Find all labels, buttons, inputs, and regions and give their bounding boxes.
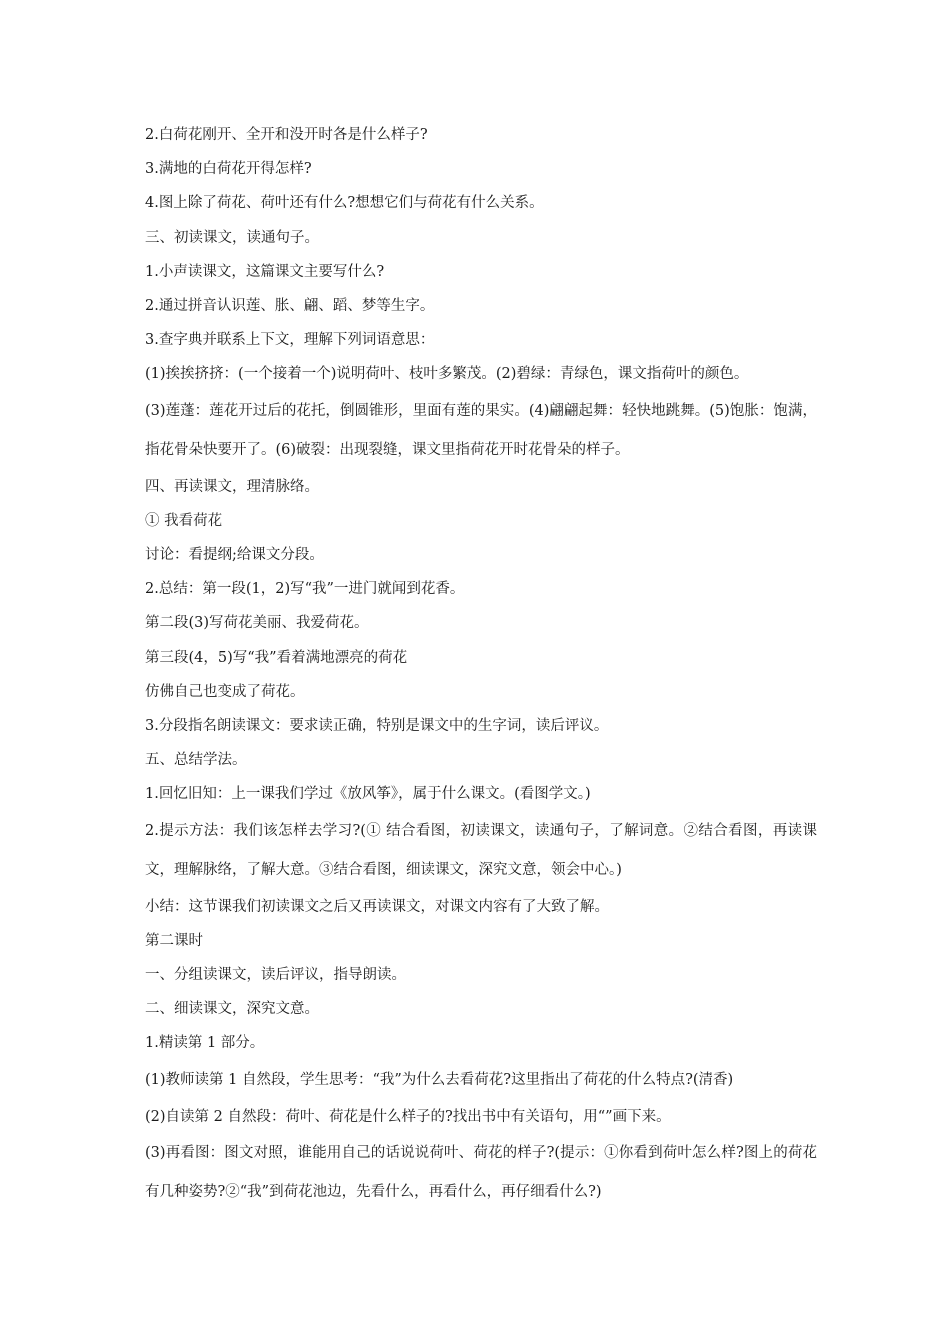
section-heading: 三、初读课文，读通句子。 — [145, 229, 319, 246]
paragraph: (2)自读第 2 自然段：荷叶、荷花是什么样子的?找出书中有关语句，用“”画下来。 — [145, 1108, 671, 1125]
lesson-heading: 第二课时 — [145, 932, 203, 949]
document-body — [145, 118, 817, 1212]
paragraph: 仿佛自己也变成了荷花。 — [145, 683, 305, 700]
section-heading: 二、细读课文，深究文意。 — [145, 1001, 319, 1018]
paragraph: 3.满地的白荷花开得怎样? — [145, 161, 312, 178]
paragraph: 4.图上除了荷花、荷叶还有什么?想想它们与荷花有什么关系。 — [145, 195, 544, 212]
paragraph: 1.回忆旧知：上一课我们学过《放风筝》，属于什么课文。(看图学文。) — [145, 786, 591, 803]
section-heading: 五、总结学法。 — [145, 752, 247, 769]
section-heading: 一、分组读课文，读后评议，指导朗读。 — [145, 967, 406, 984]
paragraph: 小结：这节课我们初读课文之后又再读课文，对课文内容有了大致了解。 — [145, 898, 609, 915]
paragraph: ① 我看荷花 — [145, 512, 223, 529]
paragraph: (1)教师读第 1 自然段，学生思考：“我”为什么去看荷花?这里指出了荷花的什么特点?(清香) — [145, 1071, 734, 1088]
paragraph: 第三段(4，5)写“我”看着满地漂亮的荷花 — [145, 649, 408, 666]
paragraph: 1.小声读课文，这篇课文主要写什么? — [145, 263, 385, 280]
paragraph: 1.精读第 1 部分。 — [145, 1035, 265, 1052]
paragraph: 第二段(3)写荷花美丽、我爱荷花。 — [145, 615, 369, 632]
paragraph: 讨论：看提纲;给课文分段。 — [145, 547, 324, 564]
paragraph: (1)挨挨挤挤：(一个接着一个)说明荷叶、枝叶多繁茂。(2)碧绿：青绿色，课文指荷叶的颜色。 — [145, 366, 749, 383]
paragraph: 2.通过拼音认识莲、胀、翩、蹈、梦等生字。 — [145, 298, 435, 315]
paragraph: 2.提示方法：我们该怎样去学习?(① 结合看图，初读课文，读通句子，了解词意。②结合看图，再读课文，理解脉络，了解大意。③结合看图，细读课文，深究文意，领会中心。) — [145, 822, 817, 878]
section-heading: 四、再读课文，理清脉络。 — [145, 478, 319, 495]
paragraph: 3.分段指名朗读课文：要求读正确，特别是课文中的生字词，读后评议。 — [145, 718, 609, 735]
paragraph: 2.白荷花刚开、全开和没开时各是什么样子? — [145, 127, 428, 143]
paragraph: (3)再看图：图文对照，谁能用自己的话说说荷叶、荷花的样子?(提示：①你看到荷叶怎么样?图上的荷花有几种姿势?②“我”到荷花池边，先看什么，再看什么，再仔细看什么?) — [145, 1144, 817, 1200]
paragraph: 3.查字典并联系上下文，理解下列词语意思： — [145, 332, 435, 349]
paragraph: 2.总结：第一段(1，2)写“我”一进门就闻到花香。 — [145, 581, 465, 598]
paragraph: (3)莲蓬：莲花开过后的花托，倒圆锥形，里面有莲的果实。(4)翩翩起舞：轻快地跳舞。(5)饱胀：饱满，指花骨朵快要开了。(6)破裂：出现裂缝，课文里指荷花开时花骨朵的样子。 — [145, 402, 817, 458]
